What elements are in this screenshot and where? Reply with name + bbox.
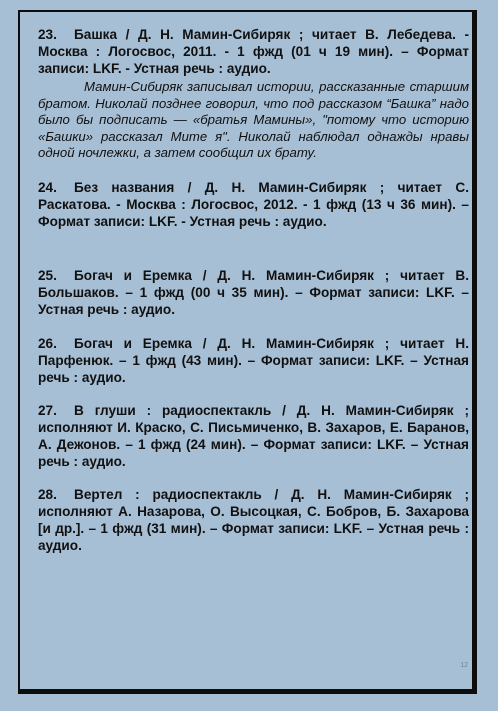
catalog-entry-23 bbox=[38, 26, 469, 77]
catalog-entry-27 bbox=[38, 402, 469, 470]
entry-text: Вертел : радиоспектакль / Д. Н. Мамин-Сибиряк ; исполняют А. Назарова, О. Высоцкая, С. Бобров, Б. Захарова [и др.]. – 1 фжд (31 мин). – Формат записи: LKF. – Устная речь : аудио. bbox=[38, 486, 469, 553]
entry-number: 28. bbox=[38, 486, 57, 502]
entry-text: В глуши : радиоспектакль / Д. Н. Мамин-Сибиряк ; исполняют И. Краско, С. Письмиченко, В. Захаров, Е. Баранов, А. Дежонов. – 1 фжд (24 мин). – Формат записи: LKF. – Устная речь : аудио. bbox=[38, 402, 469, 469]
catalog-entry-28 bbox=[38, 486, 469, 554]
entry-number: 26. bbox=[38, 335, 57, 351]
catalog-list bbox=[38, 26, 469, 554]
catalog-entry-26 bbox=[38, 335, 469, 386]
entry-number: 24. bbox=[38, 179, 57, 195]
entry-annotation: Мамин-Сибиряк записывал истории, рассказанные старшим братом. Николай позднее говорил, что под рассказом “Башка” надо было бы подписать — «братья Мамины», "потому что историю «Башки» рассказал Мите я". Николай наблюдал однажды нравы одной ночлежки, а затем сообщил их брату. bbox=[38, 79, 469, 160]
entry-text: Богач и Еремка / Д. Н. Мамин-Сибиряк ; читает Н. Парфенюк. – 1 фжд (43 мин). – Формат записи: LKF. – Устная речь : аудио. bbox=[38, 335, 469, 385]
entry-number: 23. bbox=[38, 27, 57, 42]
entry-text: Башка / Д. Н. Мамин-Сибиряк ; читает В. Лебедева. - Москва : Логосвос, 2011. - 1 фжд (01 ч 19 мин). – Формат записи: LKF. - Устная речь : аудио. bbox=[38, 27, 469, 76]
entry-text: Без названия / Д. Н. Мамин-Сибиряк ; читает С. Раскатова. - Москва : Логосвос, 2012. - 1 фжд (13 ч 36 мин). – Формат записи: LKF. - Устная речь : аудио. bbox=[38, 179, 469, 229]
entry-number: 27. bbox=[38, 402, 57, 418]
entry-text: Богач и Еремка / Д. Н. Мамин-Сибиряк ; читает В. Большаков. – 1 фжд (00 ч 35 мин). – Формат записи: LKF. – Устная речь : аудио. bbox=[38, 267, 469, 317]
entry-number: 25. bbox=[38, 267, 57, 283]
page-number: 12 bbox=[460, 662, 468, 669]
catalog-entry-24 bbox=[38, 179, 469, 230]
catalog-entry-25 bbox=[38, 267, 469, 318]
